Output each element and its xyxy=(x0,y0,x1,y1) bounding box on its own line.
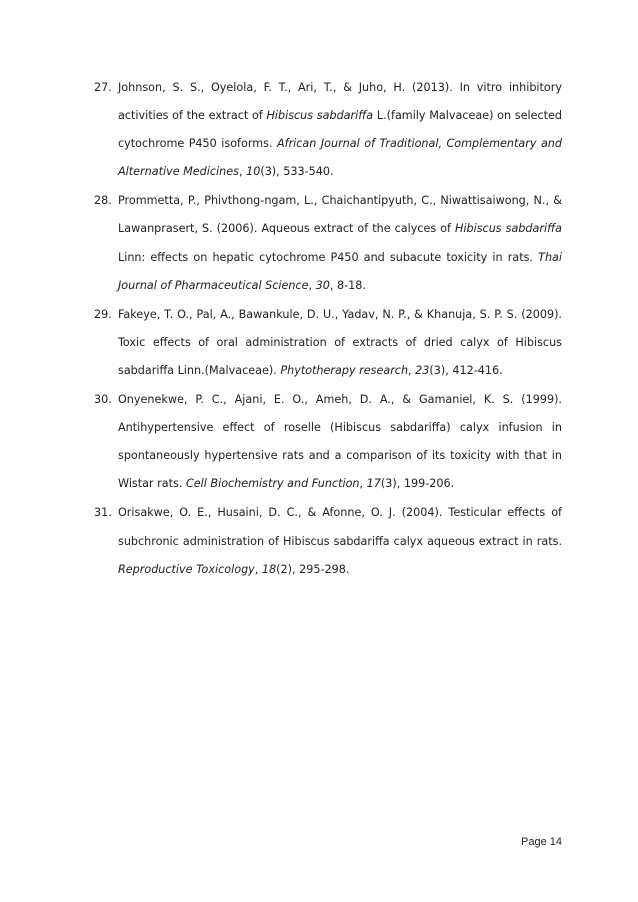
reference-text: Johnson, S. S., Oyelola, F. T., Ari, T., & Juho, H. (2013). In vitro inhibitory activities of the extract of xyxy=(118,81,562,123)
reference-text: L.(family Malvaceae) on selected cytochrome P450 isoforms. xyxy=(118,109,562,151)
reference-item xyxy=(94,499,562,583)
reference-item xyxy=(94,301,562,385)
reference-list xyxy=(94,74,562,585)
reference-text: , xyxy=(238,165,247,179)
reference-item xyxy=(94,386,562,498)
reference-italic-text: Hibiscus sabdariffa xyxy=(454,222,562,236)
reference-text: (3), 533-540. xyxy=(260,165,334,179)
reference-italic-text: 30 xyxy=(315,278,330,292)
reference-text: Fakeye, T. O., Pal, A., Bawankule, D. U., Yadav, N. P., & Khanuja, S. P. S. (2009). Toxic effects of oral administration of extracts of dried calyx of Hibiscus sabdariffa Linn.(Malvaceae). xyxy=(118,307,562,377)
reference-text: (3), 199-206. xyxy=(380,477,455,491)
reference-text: , xyxy=(408,363,416,377)
reference-number: 28. xyxy=(94,194,112,208)
reference-italic-text: Thai Journal of Pharmaceutical Science xyxy=(118,250,562,292)
reference-text: Linn: effects on hepatic cytochrome P450 and subacute toxicity in rats. xyxy=(118,250,539,264)
reference-number: 27. xyxy=(94,81,112,94)
reference-number: 30. xyxy=(94,393,112,407)
reference-text: (3), 412-416. xyxy=(429,363,503,377)
page-number: Page 14 xyxy=(521,836,562,848)
reference-text: , xyxy=(308,278,316,292)
reference-text: Orisakwe, O. E., Husaini, D. C., & Afonne, O. J. (2004). Testicular effects of subchronic administration of Hibiscus sabdariffa calyx aqueous extract in rats. xyxy=(118,506,562,548)
reference-text: Prommetta, P., Phivthong-ngam, L., Chaichantipyuth, C., Niwattisaiwong, N., & Lawanprasert, S. (2006). Aqueous extract of the calyces of xyxy=(118,194,562,236)
reference-italic-text: 17 xyxy=(366,477,381,491)
reference-italic-text: Cell Biochemistry and Function xyxy=(185,477,360,491)
reference-text: (2), 295-298. xyxy=(276,562,350,576)
reference-italic-text: 10 xyxy=(246,165,261,179)
reference-italic-text: African Journal of Traditional, Complementary and Alternative Medicines xyxy=(118,137,562,179)
reference-text: , xyxy=(254,562,262,576)
reference-item xyxy=(94,187,562,299)
reference-italic-text: Reproductive Toxicology xyxy=(118,562,255,576)
reference-number: 31. xyxy=(94,506,112,520)
reference-text: , 8-18. xyxy=(329,278,366,292)
reference-item xyxy=(94,74,562,186)
reference-text: Onyenekwe, P. C., Ajani, E. O., Ameh, D. A., & Gamaniel, K. S. (1999). Antihypertensive effect of roselle (Hibiscus sabdariffa) calyx infusion in spontaneously hypertensive rats and a comparison of its toxicity with that in Wistar rats. xyxy=(118,393,562,491)
reference-italic-text: Phytotherapy research xyxy=(280,363,409,377)
reference-italic-text: 23 xyxy=(415,363,430,377)
reference-italic-text: 18 xyxy=(261,562,277,576)
reference-text: , xyxy=(359,477,367,491)
reference-italic-text: Hibiscus sabdariffa xyxy=(266,109,374,123)
reference-number: 29. xyxy=(94,307,112,321)
